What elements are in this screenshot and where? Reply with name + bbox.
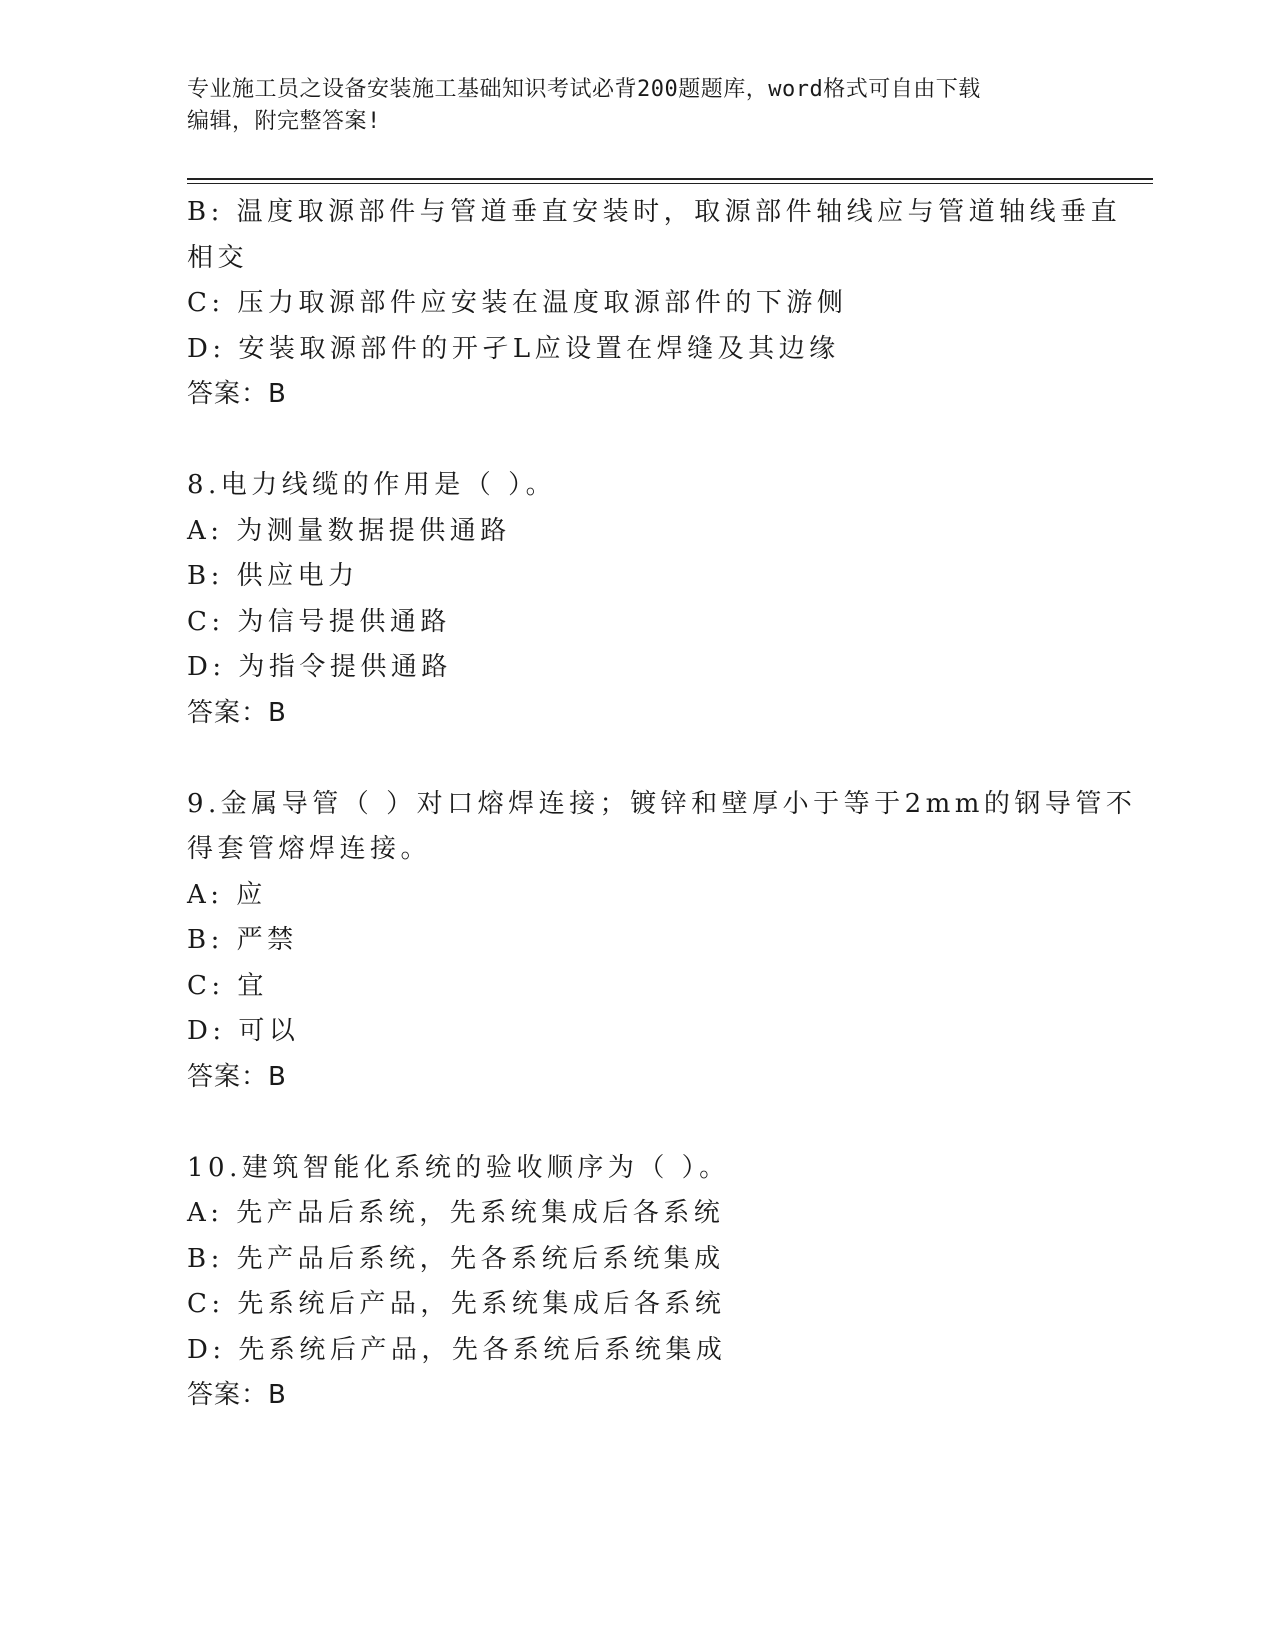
option-d: D: 安装取源部件的开孑L应设置在焊缝及其边缘 <box>187 333 840 364</box>
spacer <box>187 736 1087 782</box>
page-header <box>187 74 1087 138</box>
document-body <box>187 190 1137 1419</box>
header-line-2: 编辑，附完整答案! <box>187 109 381 134</box>
header-rule-thick <box>187 178 1153 180</box>
question-text: 9.金属导管（ ）对口熔焊连接；镀锌和壁厚小于等于2mm的钢导管不 <box>187 788 1137 819</box>
option-a: A: 为测量数据提供通路 <box>187 515 511 546</box>
option-b-continued: 相交 <box>187 242 249 273</box>
answer: 答案：B <box>187 1380 287 1410</box>
question-7-tail <box>187 190 1122 418</box>
question-text: 8.电力线缆的作用是（ ）。 <box>187 470 557 500</box>
option-d: D: 先系统后产品，先各系统后系统集成 <box>187 1334 727 1365</box>
header-rule-thin <box>187 183 1153 184</box>
question-text: 10.建筑智能化系统的验收顺序为（ ）。 <box>187 1152 730 1183</box>
question-8 <box>187 463 1087 736</box>
option-b: B: 温度取源部件与管道垂直安装时，取源部件轴线应与管道轴线垂直 <box>187 197 1122 227</box>
question-9 <box>187 782 1137 1101</box>
option-b: B: 供应电力 <box>187 561 359 591</box>
option-d: D: 可以 <box>187 1016 300 1046</box>
option-a: A: 先产品后系统，先系统集成后各系统 <box>187 1198 725 1228</box>
header-line-1: 专业施工员之设备安装施工基础知识考试必背200题题库，word格式可自由下载 <box>187 77 981 102</box>
option-c: C: 先系统后产品，先系统集成后各系统 <box>187 1289 726 1319</box>
option-c: C: 为信号提供通路 <box>187 606 451 637</box>
answer: 答案：B <box>187 697 287 728</box>
answer: 答案：B <box>187 379 287 409</box>
option-b: B: 先产品后系统，先各系统后系统集成 <box>187 1243 725 1274</box>
option-c: C: 压力取源部件应安装在温度取源部件的下游侧 <box>187 288 848 318</box>
option-a: A: 应 <box>187 879 267 910</box>
spacer <box>187 1100 1087 1146</box>
answer: 答案：B <box>187 1061 287 1092</box>
spacer <box>187 418 1087 464</box>
question-text-continued: 得套管熔焊连接。 <box>187 834 432 864</box>
option-c: C: 宜 <box>187 970 268 1001</box>
option-d: D: 为指令提供通路 <box>187 652 452 682</box>
option-b: B: 严禁 <box>187 925 298 955</box>
question-10 <box>187 1146 1087 1419</box>
